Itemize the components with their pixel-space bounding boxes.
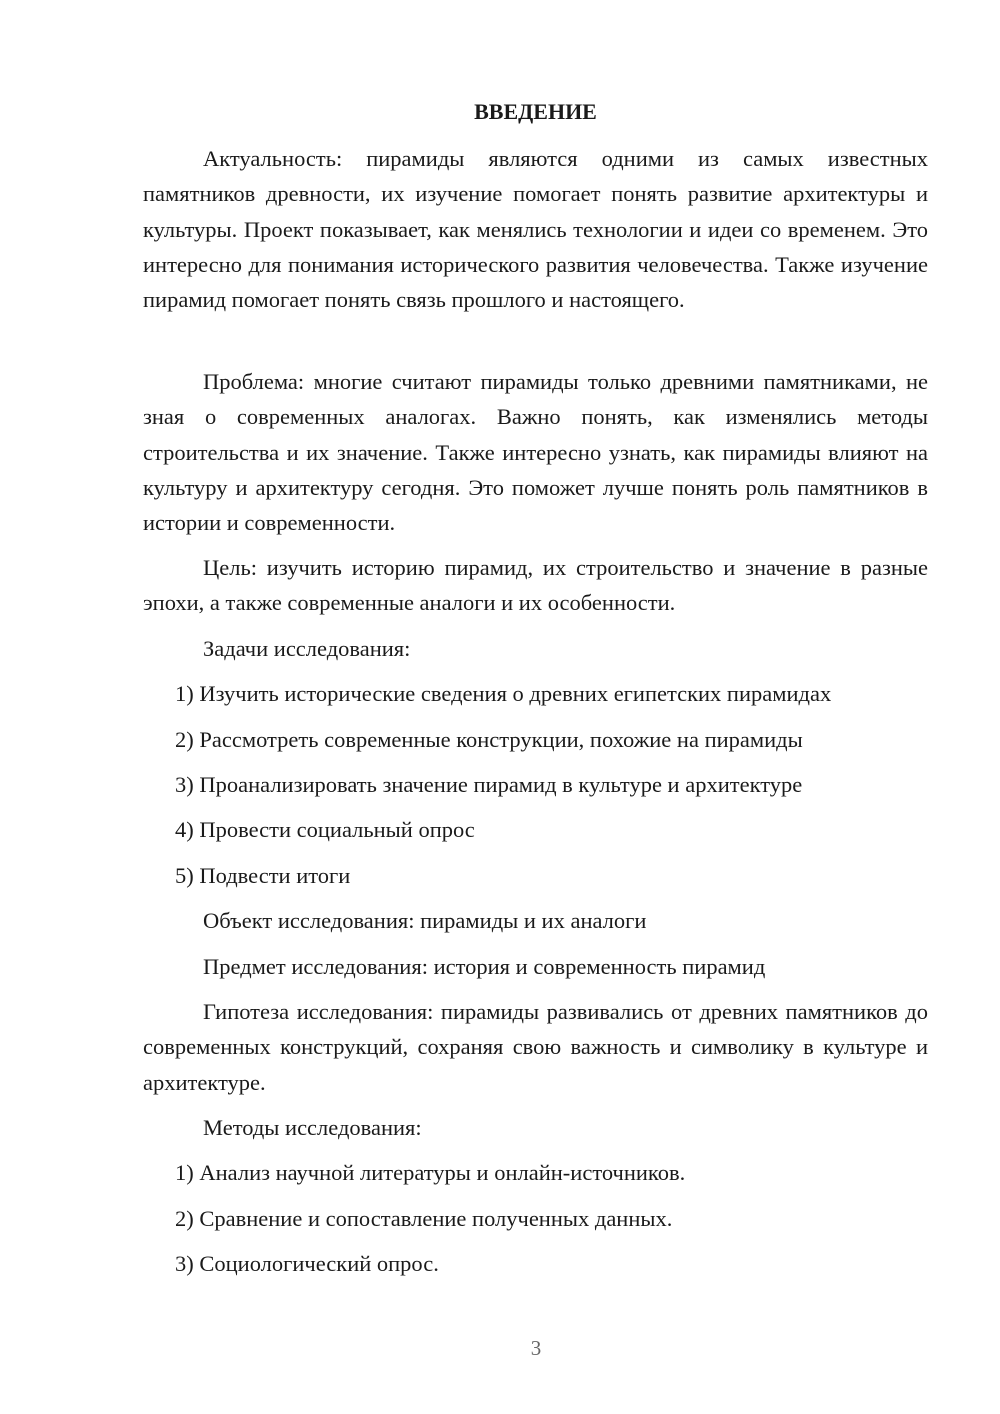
method-item: 1) Анализ научной литературы и онлайн-источников. [175, 1160, 686, 1185]
task-item: 2) Рассмотреть современные конструкции, похожие на пирамиды [175, 727, 803, 752]
task-item: 4) Провести социальный опрос [175, 817, 475, 842]
hypothesis-paragraph: Гипотеза исследования: пирамиды развивались от древних памятников до современных конструкций, сохраняя свою важность и символику в культуре и архитектуре. [143, 999, 928, 1095]
tasks-heading: Задачи исследования: [203, 636, 411, 661]
methods-heading: Методы исследования: [203, 1115, 422, 1140]
relevance-paragraph: Актуальность: пирамиды являются одними из самых известных памятников древности, их изучение помогает понять развитие архитектуры и культуры. Проект показывает, как менялись технологии и идеи со временем. Это интересно для понимания исторического развития человечества. Также изучение пирамид помогает понять связь прошлого и настоящего. [143, 146, 928, 313]
task-item: 1) Изучить исторические сведения о древних египетских пирамидах [175, 681, 832, 706]
page-number: 3 [530, 1336, 542, 1360]
method-item: 2) Сравнение и сопоставление полученных данных. [175, 1206, 673, 1231]
method-item: 3) Социологический опрос. [175, 1251, 439, 1276]
task-item: 5) Подвести итоги [175, 863, 351, 888]
research-subject: Предмет исследования: история и современность пирамид [203, 954, 766, 979]
goal-paragraph: Цель: изучить историю пирамид, их строительство и значение в разные эпохи, а также современные аналоги и их особенности. [143, 555, 928, 616]
task-item: 3) Проанализировать значение пирамид в культуре и архитектуре [175, 772, 803, 797]
research-object: Объект исследования: пирамиды и их аналоги [203, 908, 647, 933]
problem-paragraph: Проблема: многие считают пирамиды только древними памятниками, не зная о современных аналогах. Важно понять, как изменялись методы строительства и их значение. Также интересно узнать, как пирамиды влияют на культуру и архитектуру сегодня. Это поможет лучше понять роль памятников в истории и современности. [143, 369, 928, 536]
page-title: ВВЕДЕНИЕ [474, 99, 597, 124]
